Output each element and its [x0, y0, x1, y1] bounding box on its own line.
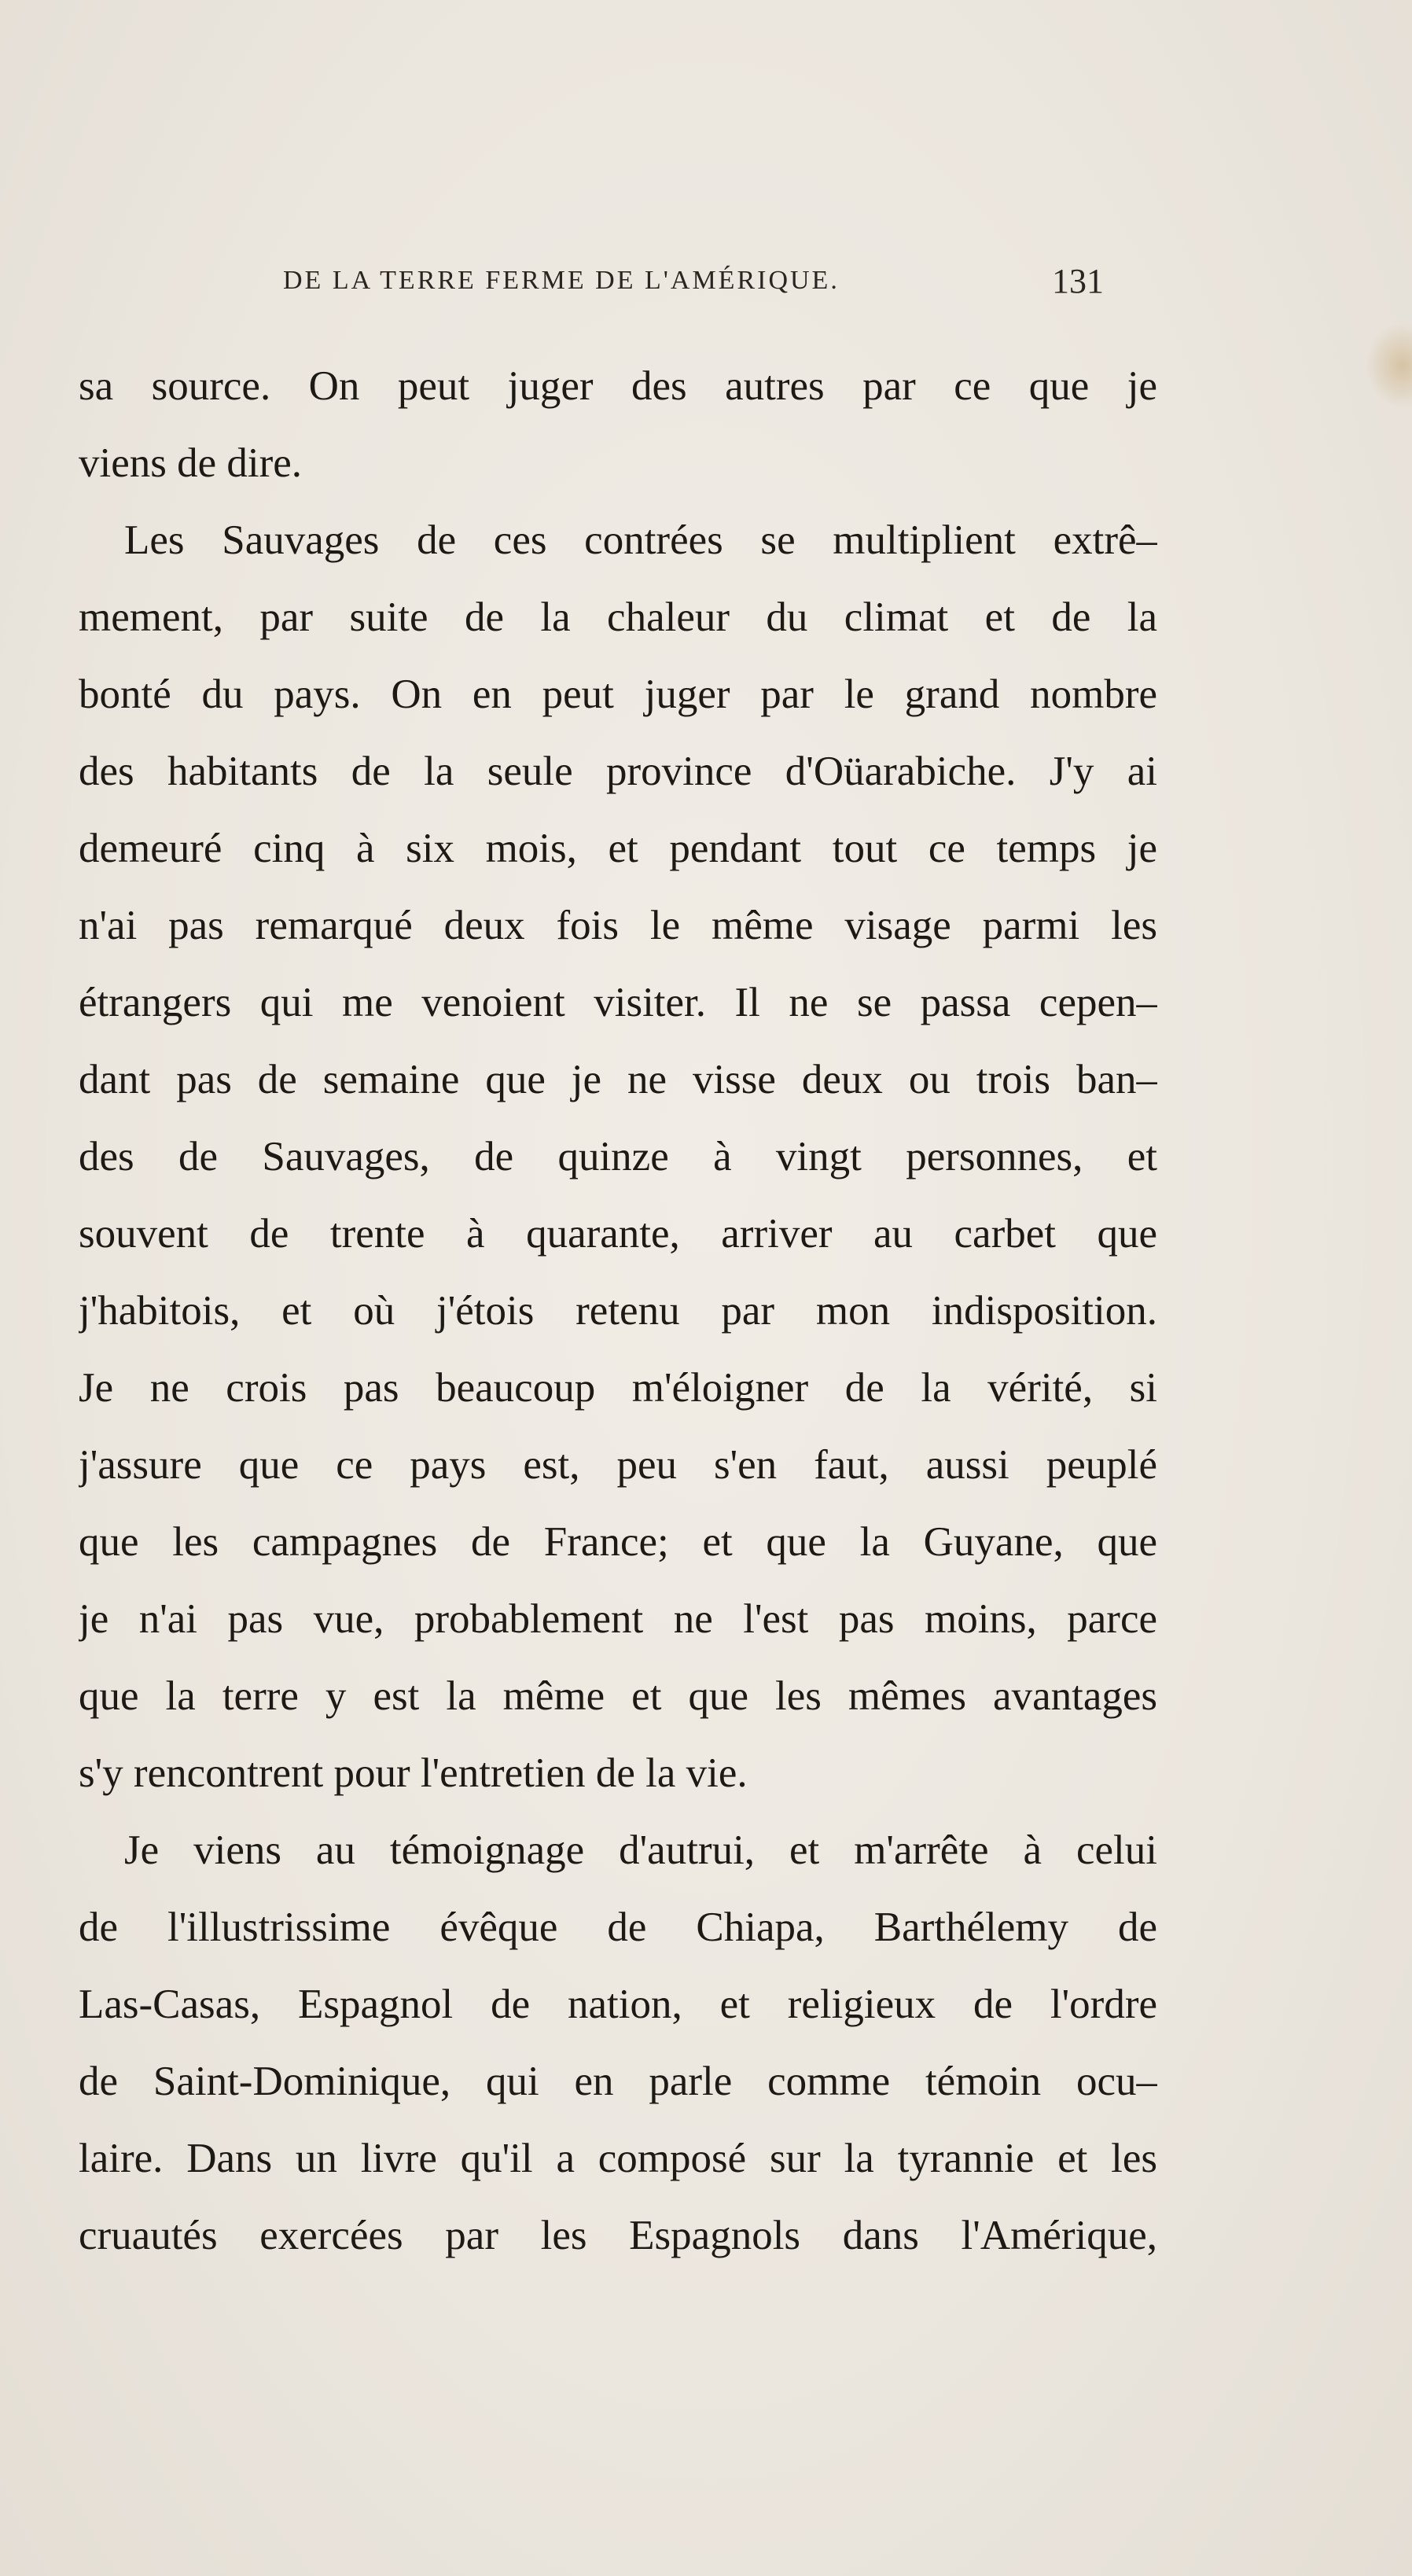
- text-line: laire. Dans un livre qu'il a composé sur la tyrannie et les: [79, 2136, 1157, 2181]
- paragraph-start-line: Les Sauvages de ces contrées se multiplient extrê–: [124, 517, 1157, 563]
- text-line: cruautés exercées par les Espagnols dans l'Amérique,: [79, 2213, 1157, 2258]
- text-line: Je ne crois pas beaucoup m'éloigner de la vérité, si: [79, 1365, 1157, 1411]
- text-line: bonté du pays. On en peut juger par le grand nombre: [79, 672, 1157, 717]
- body-text: [79, 348, 1157, 2274]
- running-title: DE LA TERRE FERME DE L'AMÉRIQUE.: [283, 266, 840, 295]
- text-line: j'assure que ce pays est, peu s'en faut, aussi peuplé: [79, 1442, 1157, 1488]
- text-line: de Saint-Dominique, qui en parle comme témoin ocu–: [79, 2059, 1157, 2104]
- paragraph-start-line: Je viens au témoignage d'autrui, et m'arrête à celui: [124, 1827, 1157, 1873]
- text-line: j'habitois, et où j'étois retenu par mon indisposition.: [79, 1288, 1157, 1334]
- text-line: des de Sauvages, de quinze à vingt personnes, et: [79, 1134, 1157, 1179]
- text-line: demeuré cinq à six mois, et pendant tout ce temps je: [79, 826, 1157, 871]
- text-line: que la terre y est la même et que les mêmes avantages: [79, 1673, 1157, 1719]
- text-line: dant pas de semaine que je ne visse deux ou trois ban–: [79, 1057, 1157, 1102]
- page-header: [283, 262, 1171, 313]
- page-number: 131: [1052, 262, 1104, 300]
- text-line: mement, par suite de la chaleur du climat et de la: [79, 594, 1157, 640]
- text-line: souvent de trente à quarante, arriver au carbet que: [79, 1211, 1157, 1257]
- page-stain: [1365, 322, 1412, 409]
- text-line: que les campagnes de France; et que la Guyane, que: [79, 1519, 1157, 1565]
- text-line: sa source. On peut juger des autres par ce que je: [79, 363, 1157, 409]
- text-line: des habitants de la seule province d'Oüarabiche. J'y ai: [79, 749, 1157, 794]
- text-line: étrangers qui me venoient visiter. Il ne se passa cepen–: [79, 980, 1157, 1025]
- text-line: viens de dire.: [79, 440, 303, 486]
- text-line: s'y rencontrent pour l'entretien de la vie.: [79, 1750, 748, 1796]
- text-line: Las-Casas, Espagnol de nation, et religieux de l'ordre: [79, 1982, 1157, 2027]
- text-line: n'ai pas remarqué deux fois le même visage parmi les: [79, 903, 1157, 948]
- text-line: de l'illustrissime évêque de Chiapa, Barthélemy de: [79, 1904, 1157, 1950]
- text-line: je n'ai pas vue, probablement ne l'est pas moins, parce: [79, 1596, 1157, 1642]
